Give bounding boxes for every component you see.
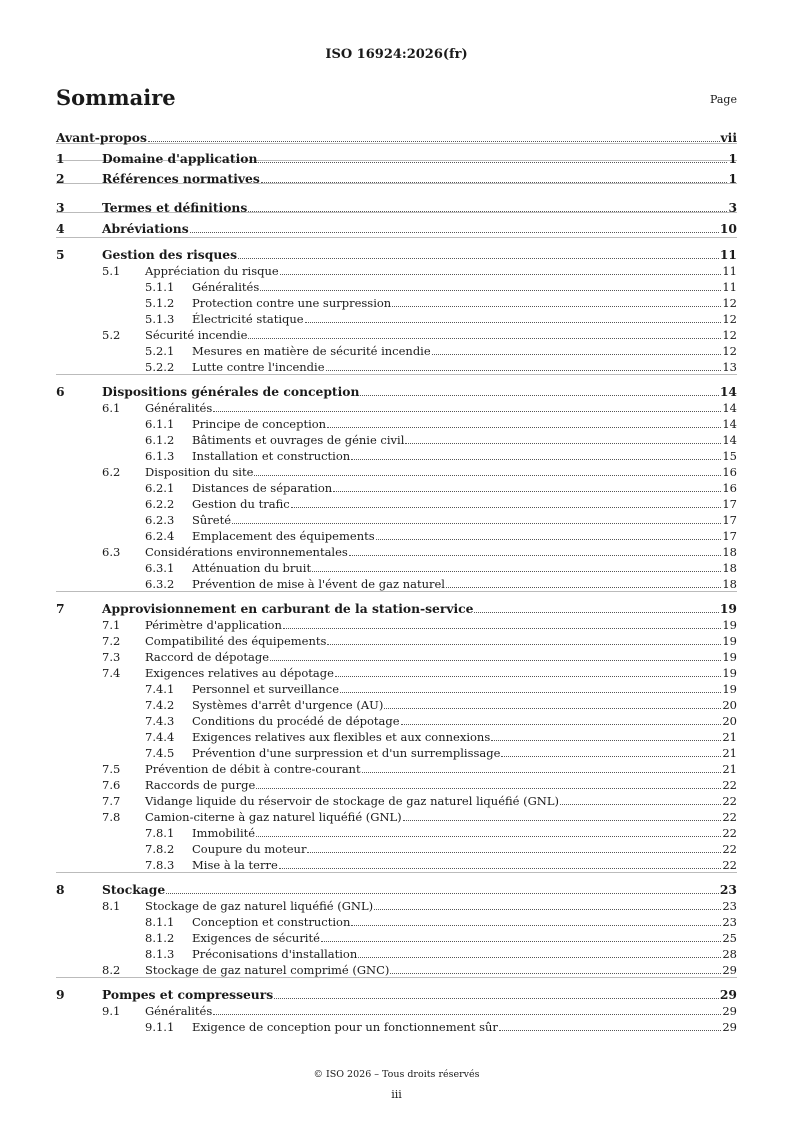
toc-entry-page: 29 [722,963,737,977]
dot-leader [256,826,721,837]
toc-entry[interactable] [56,666,737,680]
toc-entry[interactable] [56,602,737,616]
toc-entry-title: Dispositions générales de conception [102,384,360,399]
toc-entry-page: 3 [728,200,737,215]
toc-entry-title: Termes et définitions [102,200,248,215]
toc-entry[interactable] [56,730,737,744]
dot-leader [499,1020,721,1031]
toc-entry-page: 12 [722,312,737,326]
toc-entry-number: 7.4.5 [145,746,175,760]
toc-entry[interactable] [56,344,737,358]
toc-entry-number: 9.1 [102,1004,121,1018]
toc-entry-title: Domaine d'application [102,151,258,166]
toc-entry-page: 14 [722,417,737,431]
toc-entry-title: Prévention de mise à l'évent de gaz naturel [192,577,445,591]
toc-entry-title: Sécurité incendie [145,328,248,342]
dot-leader [491,730,721,741]
toc-entry-page: 11 [722,264,737,278]
toc-entry[interactable] [56,312,737,326]
dot-leader [238,248,719,259]
toc-entry-page: 1 [728,151,737,166]
section-divider [56,374,737,375]
dot-leader [260,280,721,291]
toc-entry-title: Systèmes d'arrêt d'urgence (AU) [192,698,384,712]
toc-entry[interactable] [56,931,737,945]
toc-entry-number: 2 [56,171,65,186]
toc-entry-title: Prévention de débit à contre-courant [145,762,361,776]
toc-entry-number: 7.2 [102,634,121,648]
toc-entry-page: 22 [722,810,737,824]
toc-entry[interactable] [56,682,737,696]
toc-entry-page: 23 [722,899,737,913]
toc-entry-number: 5.2 [102,328,121,342]
dot-leader [256,778,721,789]
toc-entry-title: Sûreté [192,513,232,527]
toc-entry-number: 6 [56,384,65,399]
dot-leader [232,513,721,524]
toc-entry-title: Appréciation du risque [145,264,279,278]
toc-entry-page: 19 [722,634,737,648]
dot-leader [248,201,727,212]
toc-entry[interactable] [56,172,737,186]
dot-leader [358,947,721,958]
toc-entry-number: 7.4 [102,666,121,680]
toc-entry-number: 8.1.3 [145,947,175,961]
toc-entry-page: 15 [722,449,737,463]
toc-entry-page: 17 [722,497,737,511]
dot-leader [362,762,722,773]
toc-entry-number: 7.8.3 [145,858,175,872]
dot-leader [326,360,722,371]
toc-entry-number: 6.1 [102,401,121,415]
toc-entry-number: 6.2.4 [145,529,175,543]
toc-entry-number: 8 [56,882,65,897]
toc-entry-title: Considérations environnementales [145,545,348,559]
toc-entry[interactable] [56,529,737,543]
dot-leader [474,602,718,613]
toc-entry-number: 6.2.2 [145,497,175,511]
toc-entry[interactable] [56,561,737,575]
toc-entry-page: 11 [719,247,737,262]
dot-leader [501,746,721,757]
dot-leader [335,666,721,677]
toc-entry[interactable] [56,746,737,760]
toc-entry-page: 28 [722,947,737,961]
toc-entry-title: Pompes et compresseurs [102,987,274,1002]
toc-entry[interactable] [56,762,737,776]
toc-entry-number: 7.4.2 [145,698,175,712]
toc-entry-title: Généralités [145,1004,213,1018]
toc-entry-page: 18 [722,545,737,559]
dot-leader [351,449,721,460]
toc-entry-title: Mesures en matière de sécurité incendie [192,344,431,358]
toc-entry-page: 12 [722,328,737,342]
dot-leader [274,988,719,999]
toc-entry-number: 9 [56,987,65,1002]
dot-leader [190,222,719,233]
toc-entry-page: 22 [722,858,737,872]
toc-entry-title: Gestion des risques [102,247,238,262]
toc-entry-number: 5 [56,247,65,262]
toc-entry-title: Exigence de conception pour un fonctionnement sûr [192,1020,498,1034]
toc-entry-page: 16 [722,481,737,495]
toc-entry-page: 29 [722,1004,737,1018]
toc-entry-page: vii [720,130,737,145]
toc-entry-number: 4 [56,221,65,236]
page-column-label: Page [709,93,737,106]
toc-entry-title: Immobilité [192,826,256,840]
toc-entry[interactable] [56,1020,737,1034]
toc-entry-number: 7.3 [102,650,121,664]
toc-entry[interactable] [56,222,737,236]
toc-entry-page: 1 [728,171,737,186]
toc-entry-title: Conditions du procédé de dépotage [192,714,400,728]
toc-entry[interactable] [56,264,737,278]
toc-entry-title: Prévention d'une surpression et d'un surremplissage [192,746,501,760]
toc-entry-page: 18 [722,577,737,591]
toc-entry-title: Atténuation du bruit [192,561,312,575]
toc-entry-title: Mise à la terre [192,858,278,872]
toc-entry[interactable] [56,650,737,664]
dot-leader [560,794,721,805]
dot-leader [312,561,721,572]
toc-entry-number: 7.8.1 [145,826,175,840]
toc-entry[interactable] [56,481,737,495]
toc-entry-number: 6.1.2 [145,433,175,447]
toc-entry-number: 6.2.3 [145,513,175,527]
toc-entry-title: Distances de séparation [192,481,333,495]
toc-entry-number: 6.2.1 [145,481,175,495]
toc-entry-number: 6.3.2 [145,577,175,591]
toc-entry[interactable] [56,401,737,415]
toc-entry-number: 7.4.1 [145,682,175,696]
toc-entry[interactable] [56,842,737,856]
toc-entry-title: Raccord de dépotage [145,650,270,664]
toc-entry-page: 19 [722,682,737,696]
toc-entry-title: Raccords de purge [145,778,256,792]
toc-entry-title: Exigences de sécurité [192,931,320,945]
toc-entry-title: Généralités [192,280,260,294]
toc-entry-number: 7.4.3 [145,714,175,728]
toc-entry[interactable] [56,328,737,342]
toc-entry-title: Exigences relatives au dépotage [145,666,334,680]
toc-entry-number: 6.3.1 [145,561,175,575]
dot-leader [270,650,721,661]
toc-entry-title: Coupure du moteur [192,842,307,856]
dot-leader [401,714,722,725]
toc-entry-title: Électricité statique [192,312,304,326]
toc-entry-title: Références normatives [102,171,260,186]
toc-entry[interactable] [56,417,737,431]
toc-entry-page: 21 [722,746,737,760]
toc-entry[interactable] [56,360,737,374]
dot-leader [254,465,721,476]
toc-entry-title: Camion-citerne à gaz naturel liquéfié (GNL) [145,810,402,824]
toc-entry-number: 5.1.2 [145,296,175,310]
toc-entry-number: 8.2 [102,963,121,977]
toc-entry-title: Lutte contre l'incendie [192,360,325,374]
toc-entry-page: 18 [722,561,737,575]
toc-entry-title: Stockage de gaz naturel liquéfié (GNL) [145,899,374,913]
toc-entry-title: Installation et construction [192,449,351,463]
toc-entry-page: 22 [722,826,737,840]
toc-entry-number: 7.7 [102,794,121,808]
toc-entry-number: 7.8 [102,810,121,824]
dot-leader [376,529,722,540]
dot-leader [405,433,721,444]
toc-entry[interactable] [56,280,737,294]
dot-leader [283,618,721,629]
toc-entry-page: 10 [719,221,737,236]
toc-entry-page: 17 [722,513,737,527]
toc-entry[interactable] [56,915,737,929]
toc-entry-title: Emplacement des équipements [192,529,375,543]
section-divider [56,591,737,592]
toc-entry-title: Stockage de gaz naturel comprimé (GNC) [145,963,390,977]
toc-entry-title: Approvisionnement en carburant de la station-service [102,601,474,616]
toc-entry-number: 6.1.1 [145,417,175,431]
toc-entry[interactable] [56,698,737,712]
section-divider [56,977,737,978]
toc-entry-page: 16 [722,465,737,479]
toc-entry-number: 8.1.1 [145,915,175,929]
toc-entry-number: 9.1.1 [145,1020,175,1034]
toc-entry-number: 1 [56,151,65,166]
toc-entry[interactable] [56,810,737,824]
toc-entry-title: Abréviations [102,221,189,236]
toc-entry-title: Bâtiments et ouvrages de génie civil [192,433,405,447]
toc-entry-number: 6.1.3 [145,449,175,463]
page-number: iii [391,1088,402,1101]
toc-entry-page: 12 [722,296,737,310]
toc-entry-title: Gestion du trafic [192,497,290,511]
toc-entry-number: 7 [56,601,65,616]
toc-entry-title: Vidange liquide du réservoir de stockage de gaz naturel liquéfié (GNL) [145,794,559,808]
toc-entry-title: Principe de conception [192,417,327,431]
dot-leader [327,417,721,428]
dot-leader [305,312,722,323]
toc-entry-title: Personnel et surveillance [192,682,340,696]
toc-entry-page: 12 [722,344,737,358]
toc-entry[interactable] [56,634,737,648]
toc-entry[interactable] [56,201,737,215]
toc-entry-page: 20 [722,714,737,728]
toc-entry[interactable] [56,545,737,559]
toc-entry[interactable] [56,714,737,728]
dot-leader [213,1004,721,1015]
toc-entry-number: 5.1.3 [145,312,175,326]
toc-entry[interactable] [56,513,737,527]
dot-leader [327,634,721,645]
toc-entry-page: 19 [719,601,737,616]
toc-entry-page: 23 [722,915,737,929]
toc-entry-page: 23 [719,882,737,897]
dot-leader [321,931,721,942]
toc-entry[interactable] [56,131,737,145]
toc-entry[interactable] [56,988,737,1002]
toc-entry-page: 22 [722,794,737,808]
dot-leader [333,481,721,492]
toc-entry-title: Préconisations d'installation [192,947,358,961]
toc-entry-page: 21 [722,730,737,744]
document-header: ISO 16924:2026(fr) [325,47,468,62]
toc-entry-number: 7.6 [102,778,121,792]
toc-entry-number: 7.5 [102,762,121,776]
toc-entry-page: 22 [722,778,737,792]
toc-entry-title: Avant-propos [56,130,147,145]
dot-leader [351,915,721,926]
toc-entry-page: 29 [722,1020,737,1034]
dot-leader [213,401,721,412]
toc-entry[interactable] [56,385,737,399]
dot-leader [384,698,721,709]
dot-leader [258,152,727,163]
toc-entry-page: 11 [722,280,737,294]
dot-leader [166,883,719,894]
page-title: Sommaire [56,85,176,110]
toc-entry-page: 25 [722,931,737,945]
toc-entry-title: Conception et construction [192,915,351,929]
dot-leader [432,344,722,355]
dot-leader [340,682,721,693]
dot-leader [279,858,722,869]
toc-entry-title: Disposition du site [145,465,254,479]
dot-leader [148,131,720,142]
dot-leader [390,963,721,974]
toc-entry[interactable] [56,883,737,897]
toc-entry[interactable] [56,826,737,840]
toc-entry[interactable] [56,577,737,591]
toc-entry-page: 14 [722,433,737,447]
toc-entry-page: 17 [722,529,737,543]
toc-entry-title: Périmètre d'application [145,618,282,632]
toc-entry-number: 5.2.2 [145,360,175,374]
toc-entry-page: 19 [722,650,737,664]
dot-leader [403,810,722,821]
toc-entry-page: 19 [722,618,737,632]
toc-entry-number: 8.1.2 [145,931,175,945]
toc-entry[interactable] [56,433,737,447]
toc-entry[interactable] [56,296,737,310]
toc-entry-title: Compatibilité des équipements [145,634,327,648]
toc-entry-number: 6.3 [102,545,121,559]
toc-entry[interactable] [56,618,737,632]
toc-entry-page: 13 [722,360,737,374]
toc-entry[interactable] [56,899,737,913]
dot-leader [392,296,721,307]
toc-entry[interactable] [56,152,737,166]
toc-entry-number: 7.4.4 [145,730,175,744]
toc-entry-page: 19 [722,666,737,680]
toc-entry[interactable] [56,794,737,808]
toc-entry-page: 22 [722,842,737,856]
toc-entry-title: Stockage [102,882,166,897]
toc-entry[interactable] [56,1004,737,1018]
dot-leader [349,545,722,556]
toc-entry-page: 14 [722,401,737,415]
toc-entry-page: 29 [719,987,737,1002]
toc-entry-page: 14 [719,384,737,399]
toc-entry[interactable] [56,449,737,463]
toc-entry[interactable] [56,947,737,961]
dot-leader [261,172,728,183]
toc-entry-title: Protection contre une surpression [192,296,392,310]
toc-entry-number: 5.2.1 [145,344,175,358]
dot-leader [307,842,721,853]
copyright-notice: © ISO 2026 – Tous droits réservés [313,1069,480,1080]
toc-entry-number: 3 [56,200,65,215]
dot-leader [291,497,722,508]
toc-entry[interactable] [56,497,737,511]
dot-leader [374,899,721,910]
section-divider [56,872,737,873]
dot-leader [280,264,722,275]
dot-leader [446,577,721,588]
dot-leader [248,328,721,339]
toc-entry-title: Exigences relatives aux flexibles et aux connexions [192,730,491,744]
toc-entry-number: 5.1 [102,264,121,278]
toc-entry[interactable] [56,963,737,977]
toc-entry-number: 7.8.2 [145,842,175,856]
toc-entry-number: 7.1 [102,618,121,632]
dot-leader [360,385,718,396]
section-divider [56,237,737,238]
toc-entry-page: 21 [722,762,737,776]
toc-entry-page: 20 [722,698,737,712]
toc-entry[interactable] [56,248,737,262]
toc-entry[interactable] [56,465,737,479]
toc-entry-number: 6.2 [102,465,121,479]
toc-entry-number: 5.1.1 [145,280,175,294]
toc-entry[interactable] [56,778,737,792]
toc-entry-title: Généralités [145,401,213,415]
toc-entry[interactable] [56,858,737,872]
toc-entry-number: 8.1 [102,899,121,913]
